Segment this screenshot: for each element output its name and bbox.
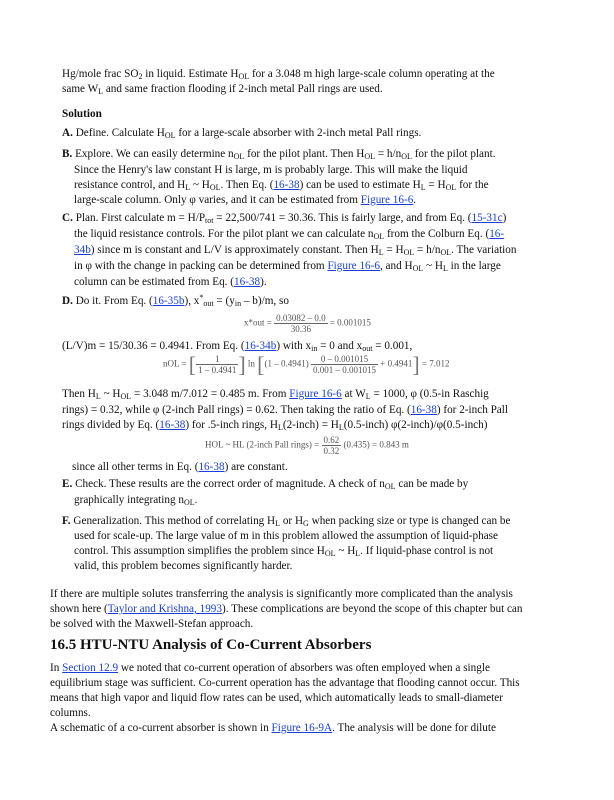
step-c-line: the liquid resistance controls. For the pilot plant we can calculate $n_{OL}$ from the Colburn Eq. (16-: [74, 228, 505, 241]
link-eq-16-38[interactable]: 16-38: [273, 179, 300, 191]
link-figure-16-6[interactable]: Figure 16-6: [327, 260, 380, 272]
step-c-line: 34b) since m is constant and L/V is approximately constant. Then $H_L = H_{OL} = h/n_{OL}$. The variation: [74, 244, 517, 257]
paragraph-line: be solved with the Maxwell-Stefan approach.: [50, 618, 254, 630]
link-figure-16-9a[interactable]: Figure 16-9A: [271, 722, 333, 734]
section-heading: 16.5 HTU-NTU Analysis of Co-Current Absorbers: [50, 637, 372, 653]
step-b: B. Explore. We can easily determine $n_{OL}$ for the pilot plant. Then $H_{OL} = h/n_{OL}$ for the pilot plant.: [62, 148, 496, 161]
step-e: E. Check. These results are the correct order of magnitude. A check of $n_{OL}$ can be made by: [62, 478, 469, 491]
link-eq-15-31c[interactable]: 15-31c: [471, 212, 503, 224]
step-b-line: Since the Henry's law constant H is large, m is probably large. This will make the liquid: [74, 164, 468, 176]
equation-x-out: x*out = $\frac{0.03082 - 0.0}{30.36}$ = 0.001015: [244, 313, 371, 334]
link-section-12-9[interactable]: Section 12.9: [62, 662, 119, 674]
step-b-line: resistance control, and $H_L$ ~ $H_{OL}$. Then Eq. (16-38) can be used to estimate $H_L = H_{OL}$ for the: [74, 179, 489, 192]
paragraph-line: In Section 12.9 we noted that co-current operation of absorbers was often employed when a single: [50, 662, 490, 674]
step-a: A. Define. Calculate $H_{OL}$ for a large-scale absorber with 2-inch metal Pall rings.: [62, 127, 422, 140]
link-eq-16-38[interactable]: 16-38: [234, 276, 261, 288]
link-eq-16-34b[interactable]: 16-: [489, 228, 505, 240]
step-b-line: large-scale column. Only φ varies, and it can be estimated from Figure 16-6.: [74, 194, 417, 206]
link-figure-16-6[interactable]: Figure 16-6: [360, 194, 414, 206]
step-e-line: graphically integrating $n_{OL}$.: [74, 494, 198, 507]
paragraph-line: columns.: [50, 707, 91, 719]
step-f-line: used for scale-up. The large value of m in this problem allowed the assumption of liquid-phase: [74, 530, 498, 542]
solution-heading: Solution: [62, 108, 102, 120]
step-c-line: in φ with the change in packing can be determined from Figure 16-6, and $H_{OL}$ ~ $H_L$ in the large: [74, 260, 501, 273]
link-eq-16-35b[interactable]: 16-35b: [152, 295, 185, 307]
step-d: D. Do it. From Eq. (16-35b), $x^*_{out} = (y_{in} - b)/m$, so: [62, 293, 289, 308]
link-eq-16-34b-cont[interactable]: 34b: [74, 244, 91, 256]
equation-n-ol: nOL = [ $\frac{1}{1 - 0.4941}$ ] ln [(1 – 0.4941) $\frac{0 - 0.001015}{0.001 - 0.001015}$ + 0.4941] = 7.012: [163, 351, 450, 377]
link-eq-16-38[interactable]: 16-38: [198, 461, 225, 473]
step-f: F. Generalization. This method of correlating $H_L$ or $H_G$ when packing size or type is changed can be: [62, 515, 511, 528]
paragraph-line: If there are multiple solutes transferring the analysis is significantly more complicated than the analysis: [50, 588, 513, 600]
paragraph-line: equilibrium stage was sufficient. Co-current operation has the advantage that flooding cannot occur. This: [50, 677, 520, 689]
link-taylor-krishna[interactable]: Taylor and Krishna, 1993: [107, 603, 222, 615]
link-eq-16-38[interactable]: 16-38: [159, 419, 186, 431]
step-f-line: valid, this problem becomes significantly harder.: [74, 560, 293, 572]
step-d-line: Then $H_L$ ~ $H_{OL} = 3.048$ m/7.012 = 0.485 m. From Figure 16-6 at $W_L = 1000$, φ (0.5-in Raschig: [62, 388, 489, 401]
paragraph-line: A schematic of a co-current absorber is shown in Figure 16-9A. The analysis will be done for dilute: [50, 722, 496, 734]
step-d-line: rings) = 0.32, while φ (2-inch Pall rings) = 0.62. Then taking the ratio of Eq. (16-38) for 2-inch Pall: [62, 404, 508, 416]
intro-line: Hg/mole frac $SO_2$ in liquid. Estimate $H_{OL}$ for a 3.048 m high large-scale column operating at the: [62, 68, 495, 81]
step-c: C. Plan. First calculate $m = H/P_{tot} = 22,500/741 = 30.36$. This is fairly large, and from Eq. (15-31c): [62, 212, 507, 225]
step-d-line: since all other terms in Eq. (16-38) are constant.: [72, 461, 288, 473]
link-figure-16-6[interactable]: Figure 16-6: [289, 388, 342, 400]
step-f-line: control. This assumption simplifies the problem since $H_{OL}$ ~ $H_L$. If liquid-phase control is not: [74, 545, 494, 558]
step-c-line: column can be estimated from Eq. (16-38).: [74, 276, 267, 288]
step-d-line: rings divided by Eq. (16-38) for .5-inch rings, $H_L(2-inch)$ = $H_L(0.5-inch)$ φ(2-inch)/φ(0.5-inch): [62, 419, 488, 432]
paragraph-line: shown here (Taylor and Krishna, 1993). These complications are beyond the scope of this chapter but can: [50, 603, 523, 615]
link-eq-16-38[interactable]: 16-38: [410, 404, 437, 416]
link-eq-16-34b[interactable]: 16-34b: [244, 340, 277, 352]
intro-line: same $W_L$ and same fraction flooding if 2-inch metal Pall rings are used.: [62, 83, 383, 96]
equation-h-ol: HOL ~ HL (2-inch Pall rings) = $\frac{0.62}{0.32}$ (0.435) = 0.843 m: [205, 435, 409, 456]
paragraph-line: means that high vapor and liquid flow rates can be used, which automatically leads to small-diameter: [50, 692, 503, 704]
step-d-line: (L/V)m = 15/30.36 = 0.4941. From Eq. (16-34b) with $x_{in} = 0$ and $x_{out} = 0.001$,: [62, 340, 413, 353]
